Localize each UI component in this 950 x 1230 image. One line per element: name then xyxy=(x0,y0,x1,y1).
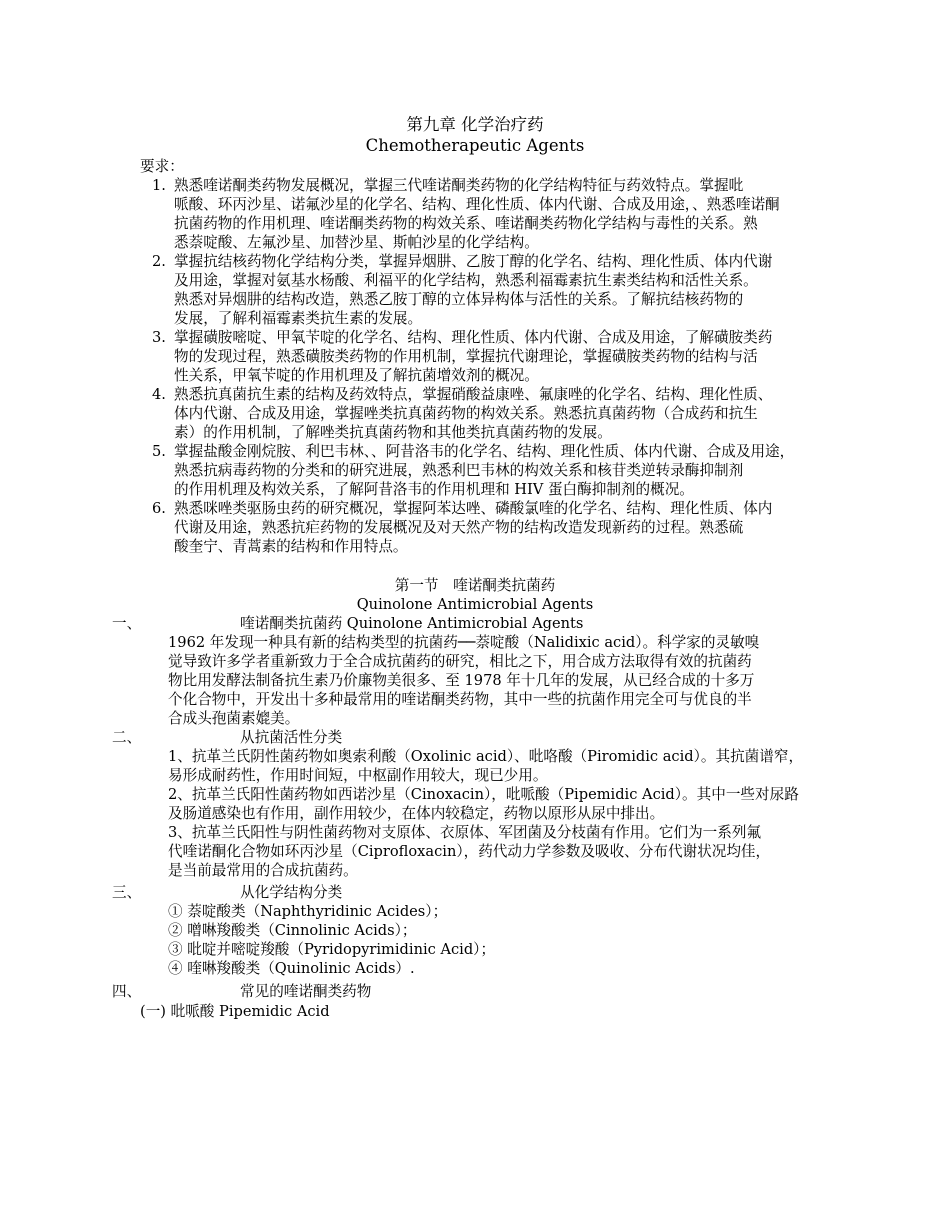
paragraph-line: 个化合物中，开发出十多种最常用的喹诺酮类药物，其中一些的抗菌作用完全可与优良的半 xyxy=(168,691,752,708)
paragraph-line: 是当前最常用的合成抗菌药。 xyxy=(168,862,358,879)
section-title-en: Quinolone Antimicrobial Agents xyxy=(356,596,594,613)
requirement-line: 代谢及用途，熟悉抗疟药物的发展概况及对天然产物的结构改造发现新药的过程。熟悉硫 xyxy=(174,519,744,536)
requirement-line: 性关系，甲氧苄啶的作用机理及了解抗菌增效剂的概况。 xyxy=(174,367,539,384)
requirement-text xyxy=(174,499,834,556)
requirement-line: 掌握抗结核药物化学结构分类，掌握异烟肼、乙胺丁醇的化学名、结构、理化性质、体内代谢 xyxy=(174,253,773,270)
section-title-cn: 第一节 喹诺酮类抗菌药 xyxy=(394,577,556,594)
paragraph-line: 1、抗革兰氏阴性菌药物如奥索利酸（Oxolinic acid）、吡咯酸（Piromidic acid）。其抗菌谱窄， xyxy=(168,748,804,765)
requirement-number: 6. xyxy=(152,500,166,517)
requirement-line: 熟悉对异烟肼的结构改造，熟悉乙胺丁醇的立体异构体与活性的关系。了解抗结核药物的 xyxy=(174,291,744,308)
requirement-line: 哌酸、环丙沙星、诺氟沙星的化学名、结构、理化性质、体内代谢、合成及用途，、熟悉喹诺酮 xyxy=(174,196,780,213)
requirement-line: 熟悉抗病毒药物的分类和的研究进展，熟悉利巴韦林的构效关系和核苷类逆转录酶抑制剂 xyxy=(174,462,744,479)
subsection-number: 四、 xyxy=(112,983,142,1000)
list-item: ② 噌啉羧酸类（Cinnolinic Acids）； xyxy=(168,922,417,939)
subsection-title: 从化学结构分类 xyxy=(240,884,343,901)
requirement-number: 5. xyxy=(152,443,166,460)
paragraph-line: 代喹诺酮化合物如环丙沙星（Ciprofloxacin），药代动力学参数及吸收、分布代谢状况均佳， xyxy=(168,843,771,860)
list-item: ④ 喹啉羧酸类（Quinolinic Acids）. xyxy=(168,960,415,977)
requirement-line: 悉萘啶酸、左氟沙星、加替沙星、斯帕沙星的化学结构。 xyxy=(174,234,539,251)
paragraph-line: 物比用发酵法制备抗生素乃价廉物美很多、至 1978 年十几年的发展，从已经合成的十多万 xyxy=(168,672,755,689)
requirement-line: 掌握盐酸金刚烷胺、利巴韦林、、阿昔洛韦的化学名、结构、理化性质、体内代谢、合成及用途， xyxy=(174,443,795,460)
requirement-line: 掌握磺胺嘧啶、甲氧苄啶的化学名、结构、理化性质、体内代谢、合成及用途，了解磺胺类药 xyxy=(174,329,773,346)
requirement-line: 酸奎宁、青蒿素的结构和作用特点。 xyxy=(174,538,408,555)
subsection-number: 三、 xyxy=(112,884,142,901)
subsection-title: 喹诺酮类抗菌药 Quinolone Antimicrobial Agents xyxy=(240,615,584,632)
subsection-number: 一、 xyxy=(112,615,142,632)
requirement-number: 2. xyxy=(152,253,166,270)
requirements-label: 要求： xyxy=(140,158,184,175)
subsection-title: 常见的喹诺酮类药物 xyxy=(240,983,372,1000)
subsection-title: 从抗菌活性分类 xyxy=(240,729,343,746)
requirement-line: 熟悉抗真菌抗生素的结构及药效特点，掌握硝酸益康唑、氟康唑的化学名、结构、理化性质、 xyxy=(174,386,773,403)
paragraph-line: 合成头孢菌素媲美。 xyxy=(168,710,300,727)
paragraph-line: 觉导致许多学者重新致力于全合成抗菌药的研究，相比之下，用合成方法取得有效的抗菌药 xyxy=(168,653,752,670)
requirement-text xyxy=(174,385,834,442)
requirement-line: 抗菌药物的作用机理、喹诺酮类药物的构效关系、喹诺酮类药物化学结构与毒性的关系。熟 xyxy=(174,215,758,232)
subsection-1-paragraph xyxy=(168,633,828,728)
subsection-2-paragraph xyxy=(168,747,828,880)
list-item: ③ 吡啶并嘧啶羧酸（Pyridopyrimidinic Acid）； xyxy=(168,941,496,958)
requirement-line: 的作用机理及构效关系，了解阿昔洛韦的作用机理和 HIV 蛋白酶抑制剂的概况。 xyxy=(174,481,694,498)
subsection-3-list xyxy=(168,902,828,978)
requirement-line: 素）的作用机制，了解唑类抗真菌药物和其他类抗真菌药物的发展。 xyxy=(174,424,612,441)
requirement-line: 熟悉喹诺酮类药物发展概况，掌握三代喹诺酮类药物的化学结构特征与药效特点。掌握吡 xyxy=(174,177,744,194)
requirement-text xyxy=(174,176,834,252)
chapter-title-en: Chemotherapeutic Agents xyxy=(365,136,585,155)
requirement-line: 物的发现过程，熟悉磺胺类药物的作用机制，掌握抗代谢理论，掌握磺胺类药物的结构与活 xyxy=(174,348,758,365)
paragraph-line: 及肠道感染也有作用，副作用较少，在体内较稳定，药物以原形从尿中排出。 xyxy=(168,805,665,822)
requirement-number: 1. xyxy=(152,177,166,194)
requirement-number: 3. xyxy=(152,329,166,346)
requirement-number: 4. xyxy=(152,386,166,403)
requirement-text xyxy=(174,328,834,385)
requirement-text xyxy=(174,252,834,328)
requirement-line: 体内代谢、合成及用途，掌握唑类抗真菌药物的构效关系。熟悉抗真菌药物（合成药和抗生 xyxy=(174,405,758,422)
subsection-number: 二、 xyxy=(112,729,142,746)
paragraph-line: 易形成耐药性，作用时间短，中枢副作用较大，现已少用。 xyxy=(168,767,548,784)
paragraph-line: 3、抗革兰氏阳性与阴性菌药物对支原体、衣原体、军团菌及分枝菌有作用。它们为一系列氟 xyxy=(168,824,762,841)
drug-item-heading: (一) 吡哌酸 Pipemidic Acid xyxy=(140,1003,330,1020)
paragraph-line: 2、抗革兰氏阳性菌药物如西诺沙星（Cinoxacin），吡哌酸（Pipemidic Acid）。其中一些对尿路 xyxy=(168,786,799,803)
requirement-line: 发展，了解利福霉素类抗生素的发展。 xyxy=(174,310,423,327)
requirement-text xyxy=(174,442,834,499)
chapter-title-cn: 第九章 化学治疗药 xyxy=(406,115,544,134)
requirement-line: 及用途，掌握对氨基水杨酸、利福平的化学结构，熟悉利福霉素抗生素类结构和活性关系。 xyxy=(174,272,758,289)
requirement-line: 熟悉咪唑类驱肠虫药的研究概况，掌握阿苯达唑、磷酸氯喹的化学名、结构、理化性质、体内 xyxy=(174,500,773,517)
list-item: ① 萘啶酸类（Naphthyridinic Acides）； xyxy=(168,903,448,920)
paragraph-line: 1962 年发现一种具有新的结构类型的抗菌药──萘啶酸（Nalidixic acid）。科学家的灵敏嗅 xyxy=(168,634,760,651)
